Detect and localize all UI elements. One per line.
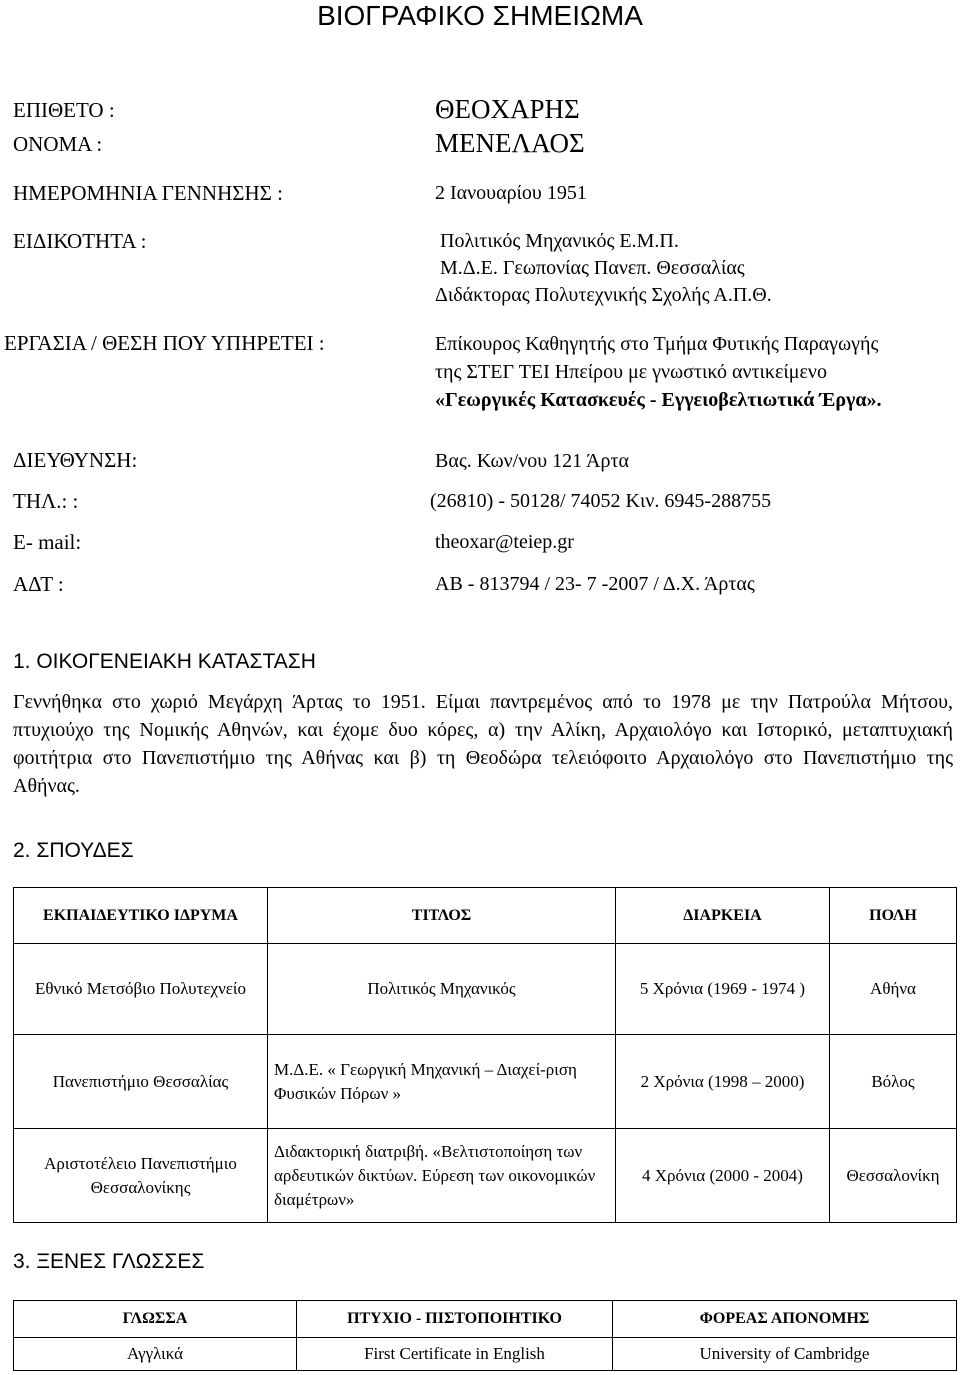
specialty-label: ΕΙΔΙΚΟΤΗΤΑ : [13,229,147,253]
studies-table [13,887,957,1223]
table-cell: 5 Χρόνια (1969 - 1974 ) [616,944,830,1035]
table-row [14,1129,957,1223]
email-label: E- mail: [13,530,82,554]
table-header-cell: ΦΟΡΕΑΣ ΑΠΟΝΟΜΗΣ [613,1301,957,1338]
section-languages-title: 3. ΞΕΝΕΣ ΓΛΩΣΣΕΣ [13,1250,205,1273]
languages-table [13,1300,957,1371]
job-label: ΕΡΓΑΣΙΑ / ΘΕΣΗ ΠΟΥ ΥΠΗΡΕΤΕΙ : [4,331,325,355]
section-studies-title: 2. ΣΠΟΥΔΕΣ [13,839,134,862]
table-cell: University of Cambridge [613,1338,957,1371]
table-cell: Εθνικό Μετσόβιο Πολυτεχνείο [14,944,268,1035]
table-cell: Αθήνα [830,944,957,1035]
address-value: Βας. Κων/νου 121 Άρτα [435,450,629,472]
page-title: ΒΙΟΓΡΑΦΙΚΟ ΣΗΜΕΙΩΜΑ [317,0,643,31]
table-header-cell: ΤΙΤΛΟΣ [268,888,616,944]
table-header-cell: ΓΛΩΣΣΑ [14,1301,297,1338]
id-value: ΑΒ - 813794 / 23- 7 -2007 / Δ.Χ. Άρτας [435,573,755,595]
name-label: ΟΝΟΜΑ : [13,132,103,156]
address-label: ΔΙΕΥΘΥΝΣΗ: [13,448,138,472]
table-cell: First Certificate in English [297,1338,613,1371]
table-cell: Βόλος [830,1035,957,1129]
table-cell: 2 Χρόνια (1998 – 2000) [616,1035,830,1129]
email-value: theoxar@teiep.gr [435,531,574,553]
job-line: Επίκουρος Καθηγητής στο Τμήμα Φυτικής Παραγωγής [435,333,879,355]
table-cell: Πανεπιστήμιο Θεσσαλίας [14,1035,268,1129]
table-cell: Διδακτορική διατριβή. «Βελτιστοποίηση των αρδευτικών δικτύων. Εύρεση των οικονομικών διαμέτρων» [268,1129,616,1223]
table-cell: Αριστοτέλειο Πανεπιστήμιο Θεσσαλονίκης [14,1129,268,1223]
table-header-row [14,888,957,944]
table-header-cell: ΕΚΠΑΙΔΕΥΤΙΚΟ ΙΔΡΥΜΑ [14,888,268,944]
surname-label: ΕΠΙΘΕΤΟ : [13,98,115,122]
birthdate-value: 2 Ιανουαρίου 1951 [435,182,587,204]
job-line: «Γεωργικές Κατασκευές - Εγγειοβελτιωτικά Έργα». [435,389,882,411]
table-header-row [14,1301,957,1338]
table-cell: Μ.Δ.Ε. « Γεωργική Μηχανική – Διαχεί-ριση Φυσικών Πόρων » [268,1035,616,1129]
phone-label: ΤΗΛ.: : [13,489,79,513]
table-row [14,944,957,1035]
table-header-cell: ΔΙΑΡΚΕΙΑ [616,888,830,944]
table-row [14,1338,957,1371]
table-cell: Θεσσαλονίκη [830,1129,957,1223]
birthdate-label: ΗΜΕΡΟΜΗΝΙΑ ΓΕΝΝΗΣΗΣ : [13,181,283,205]
table-cell: 4 Χρόνια (2000 - 2004) [616,1129,830,1223]
job-line: της ΣΤΕΓ ΤΕΙ Ηπείρου με γνωστικό αντικείμενο [435,361,827,383]
specialty-line: Μ.Δ.Ε. Γεωπονίας Πανεπ. Θεσσαλίας [440,257,745,279]
table-cell: Πολιτικός Μηχανικός [268,944,616,1035]
family-paragraph: Γεννήθηκα στο χωριό Μεγάρχη Άρτας το 1951. Είμαι παντρεμένος από το 1978 με την Πατρούλα Μήτσου, πτυχιούχο της Νομικής Αθηνών, και έχομε δυο κόρες, α) την Αλίκη, Αρχαιολόγο και Ιστορικό, μεταπτυχιακή φοιτήτρια στο Πανεπιστήμιο της Αθήνας και β) τη Θεοδώρα τελειόφοιτο Αρχαιολόγο στο Πανεπιστήμιο της Αθήνας. [13,691,953,797]
table-row [14,1035,957,1129]
specialty-line: Πολιτικός Μηχανικός Ε.Μ.Π. [440,230,679,252]
surname-value: ΘΕΟΧΑΡΗΣ [435,94,580,124]
table-header-cell: ΠΤΥΧΙΟ - ΠΙΣΤΟΠΟΙΗΤΙΚΟ [297,1301,613,1338]
table-header-cell: ΠΟΛΗ [830,888,957,944]
specialty-line: Διδάκτορας Πολυτεχνικής Σχολής Α.Π.Θ. [435,284,772,306]
table-cell: Αγγλικά [14,1338,297,1371]
name-value: ΜΕΝΕΛΑΟΣ [435,128,585,158]
section-family-title: 1. ΟΙΚΟΓΕΝΕΙΑΚΗ ΚΑΤΑΣΤΑΣΗ [13,650,316,673]
id-label: ΑΔΤ : [13,572,64,596]
phone-value: (26810) - 50128/ 74052 Κιν. 6945-288755 [430,490,772,512]
